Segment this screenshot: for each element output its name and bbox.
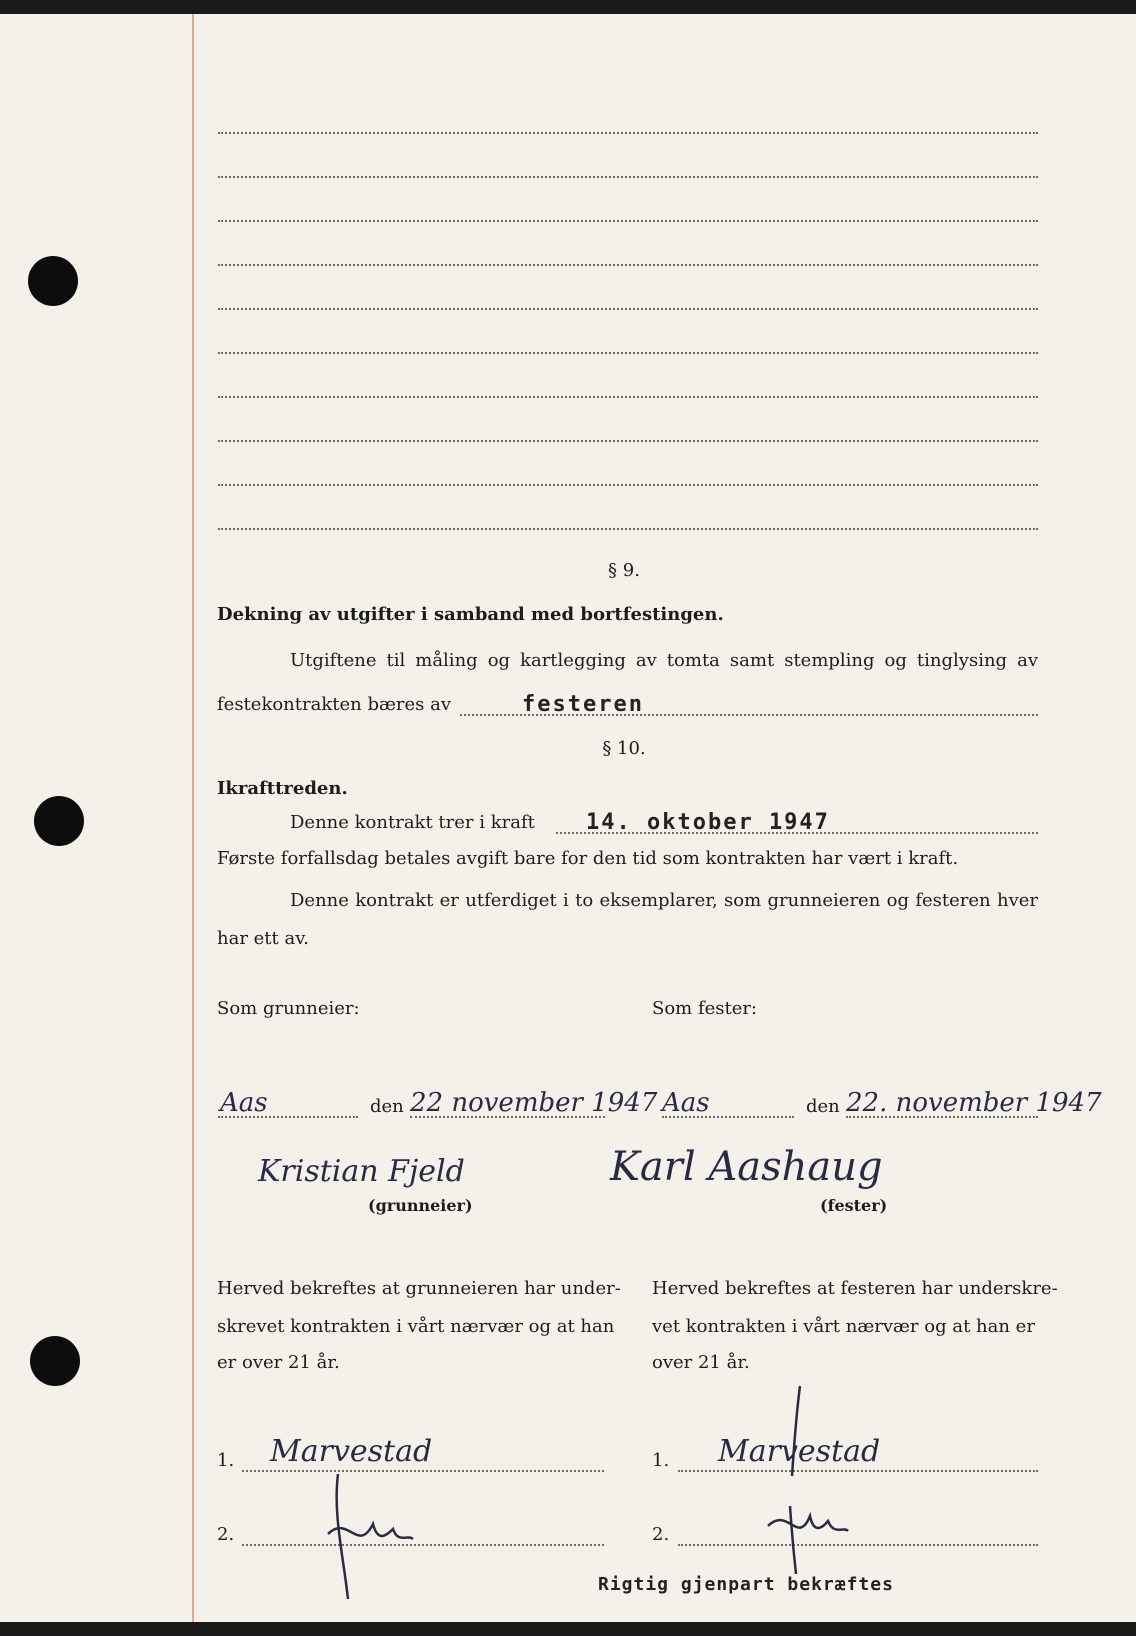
section-10-heading: § 10. bbox=[602, 738, 646, 759]
landowner-label: Som grunneier: bbox=[217, 998, 360, 1019]
witness-1-left-signature: Marvestad bbox=[270, 1434, 433, 1469]
fill-line bbox=[242, 1470, 604, 1472]
section-10-title: Ikrafttreden. bbox=[217, 778, 348, 799]
fill-line bbox=[678, 1470, 1038, 1472]
witness-number-1: 1. bbox=[217, 1450, 235, 1471]
blank-line bbox=[218, 308, 1038, 310]
blank-line bbox=[218, 220, 1038, 222]
document-page bbox=[0, 14, 1136, 1622]
blank-line bbox=[218, 528, 1038, 530]
blank-line bbox=[218, 176, 1038, 178]
start-date-value: 14. oktober 1947 bbox=[586, 810, 830, 835]
lessee-place: Aas bbox=[662, 1088, 710, 1118]
witness-left-line1: Herved bekreftes at grunneieren har under- bbox=[217, 1278, 621, 1299]
punch-hole bbox=[34, 796, 84, 846]
blank-line bbox=[218, 352, 1038, 354]
den-text: den bbox=[370, 1096, 404, 1117]
punch-hole bbox=[30, 1336, 80, 1386]
lessee-date: 22. november 1947 bbox=[846, 1088, 1102, 1118]
margin-rule bbox=[192, 14, 194, 1622]
fill-line bbox=[662, 1116, 794, 1118]
section-9-heading: § 9. bbox=[608, 560, 640, 581]
copies-text-cont: har ett av. bbox=[217, 928, 309, 949]
witness-number-2: 2. bbox=[652, 1524, 670, 1545]
section-9-title: Dekning av utgifter i samband med bortfestingen. bbox=[217, 604, 724, 625]
witness-right-line3: over 21 år. bbox=[652, 1352, 750, 1373]
landowner-date: 22 november 1947 bbox=[410, 1088, 658, 1118]
copies-text: Denne kontrakt er utferdiget i to eksemplarer, som grunneieren og festeren hver bbox=[290, 890, 1038, 911]
landowner-place: Aas bbox=[220, 1088, 268, 1118]
witness-left-line2: skrevet kontrakten i vårt nærvær og at han bbox=[217, 1316, 615, 1337]
witness-number-1: 1. bbox=[652, 1450, 670, 1471]
fill-line bbox=[410, 1116, 605, 1118]
lessee-caption: (fester) bbox=[820, 1196, 888, 1215]
lessee-label: Som fester: bbox=[652, 998, 758, 1019]
section-9-text: Utgiftene til måling og kartlegging av tomta samt stempling og tinglysing av bbox=[290, 650, 1038, 671]
den-text: den bbox=[806, 1096, 840, 1117]
witness-2-right-signature bbox=[748, 1386, 858, 1576]
due-text: Første forfallsdag betales avgift bare for den tid som kontrakten har vært i kraft. bbox=[217, 848, 959, 869]
section-9-label: festekontrakten bæres av bbox=[217, 694, 452, 715]
witness-number-2: 2. bbox=[217, 1524, 235, 1545]
witness-right-line1: Herved bekreftes at festeren har underskre- bbox=[652, 1278, 1058, 1299]
blank-line bbox=[218, 132, 1038, 134]
start-label: Denne kontrakt trer i kraft bbox=[290, 812, 535, 833]
blank-line bbox=[218, 396, 1038, 398]
landowner-signature: Kristian Fjeld bbox=[258, 1154, 465, 1189]
fill-line bbox=[846, 1116, 1038, 1118]
witness-1-right-signature: Marvestad bbox=[718, 1434, 881, 1469]
blank-line bbox=[218, 440, 1038, 442]
blank-line bbox=[218, 484, 1038, 486]
punch-hole bbox=[28, 256, 78, 306]
landowner-caption: (grunneier) bbox=[368, 1196, 473, 1215]
witness-2-left-signature bbox=[318, 1474, 428, 1604]
copy-certified-stamp: Rigtig gjenpart bekræftes bbox=[598, 1574, 894, 1595]
witness-right-line2: vet kontrakten i vårt nærvær og at han er bbox=[652, 1316, 1035, 1337]
fill-line bbox=[218, 1116, 358, 1118]
lessee-signature: Karl Aashaug bbox=[610, 1144, 883, 1190]
payer-value: festeren bbox=[522, 692, 644, 717]
fill-line bbox=[678, 1544, 1038, 1546]
blank-line bbox=[218, 264, 1038, 266]
witness-left-line3: er over 21 år. bbox=[217, 1352, 340, 1373]
